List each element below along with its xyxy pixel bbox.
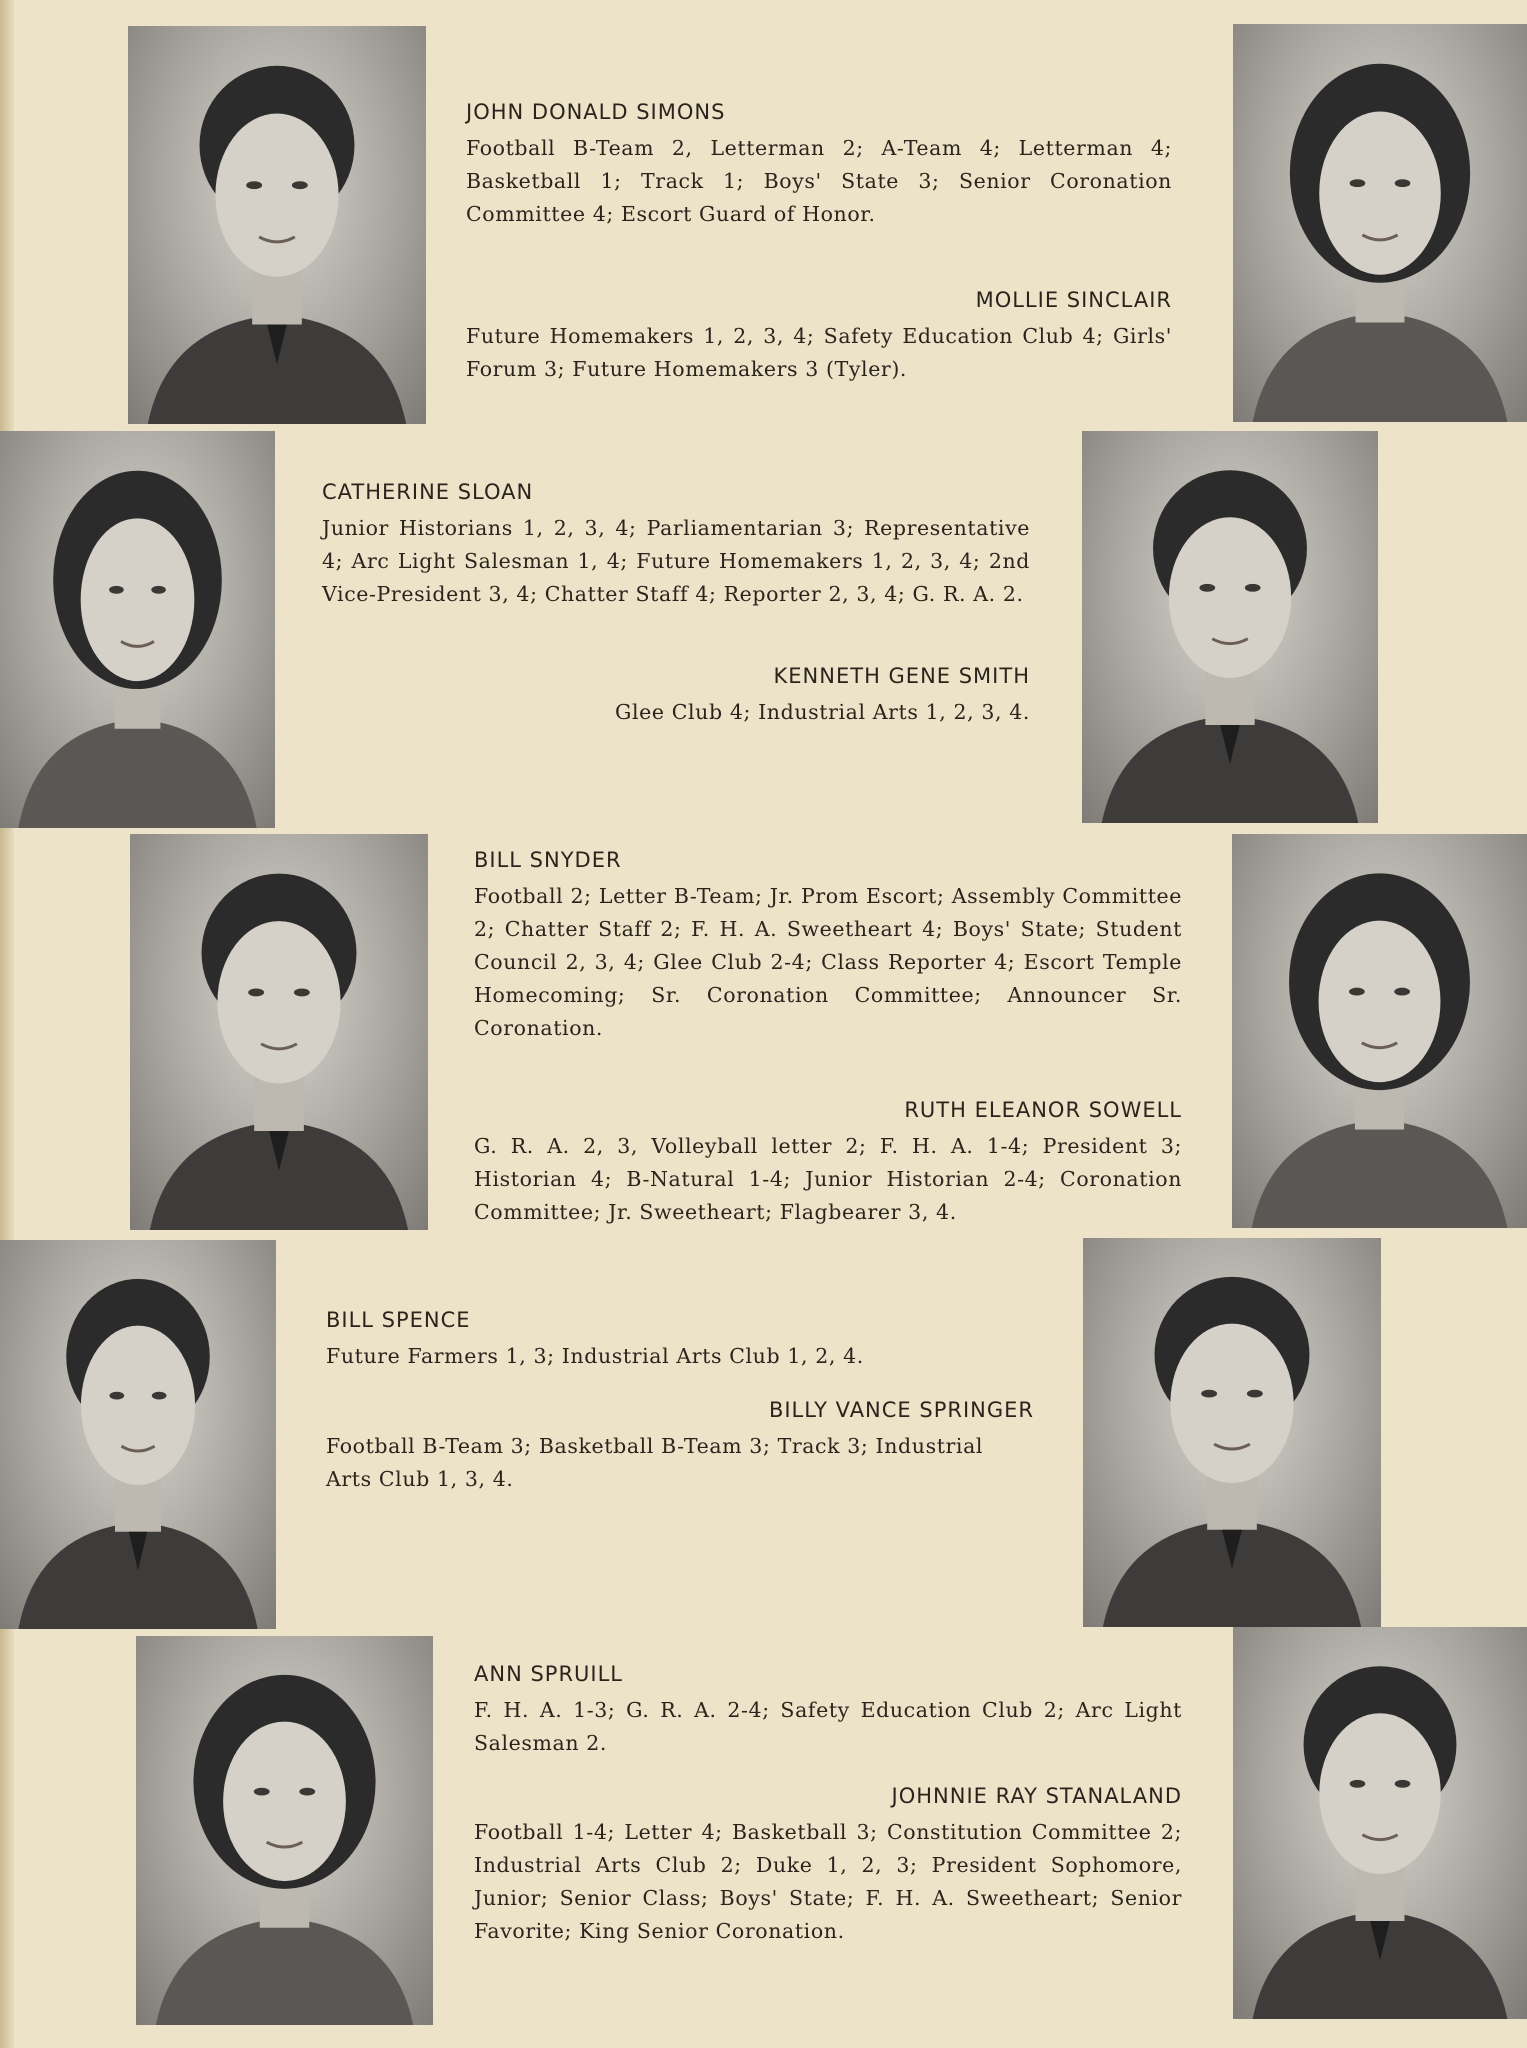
student-activities: Glee Club 4; Industrial Arts 1, 2, 3, 4. — [615, 700, 1030, 724]
right-eye-shape — [299, 1788, 315, 1796]
entry-catherine-sloan — [322, 478, 1030, 611]
right-eye-shape — [152, 1392, 167, 1400]
portrait-silhouette — [1083, 1238, 1381, 1627]
student-name: JOHN DONALD SIMONS — [466, 100, 726, 124]
portrait-silhouette — [1233, 1627, 1527, 2019]
right-eye-shape — [294, 988, 310, 996]
student-activities: G. R. A. 2, 3, Volleyball letter 2; F. H. A. 1-4; President 3; Historian 4; B-Natural 1-4; Junior Historian 2-4; Coronation Committee; Jr. Sweetheart; Flagbearer 3, 4. — [474, 1134, 1182, 1224]
student-activities: Football 1-4; Letter 4; Basketball 3; Constitution Committee 2; Industrial Arts Club 2; Duke 1, 2, 3; President Sophomore, Junior; Senior Class; Boys' State; F. H. A. Sweetheart; Senior Favorite; King Senior Coronation. — [474, 1820, 1182, 1943]
portrait-catherine-sloan — [0, 431, 275, 828]
portrait-bill-snyder — [130, 834, 428, 1230]
portrait-silhouette — [128, 26, 426, 424]
face-shape — [215, 114, 338, 277]
entry-johnnie-ray-stanaland — [474, 1782, 1182, 1948]
student-activities: F. H. A. 1-3; G. R. A. 2-4; Safety Education Club 2; Arc Light Salesman 2. — [474, 1698, 1182, 1755]
portrait-mollie-sinclair — [1233, 24, 1527, 422]
right-eye-shape — [1247, 1390, 1263, 1398]
student-activities: Junior Historians 1, 2, 3, 4; Parliamentarian 3; Representative 4; Arc Light Salesman 1, 4; Future Homemakers 1, 2, 3, 4; 2nd Vice-President 3, 4; Chatter Staff 4; Reporter 2, 3, 4; G. R. A. 2. — [322, 516, 1030, 606]
entry-bill-spence — [326, 1306, 1034, 1373]
student-activities: Football 2; Letter B-Team; Jr. Prom Escort; Assembly Committee 2; Chatter Staff 2; F. H. A. Sweetheart 4; Boys' State; Student Council 2, 3, 4; Glee Club 2-4; Class Reporter 4; Escort Temple Homecoming; Sr. Coronation Committee; Announcer Sr. Coronation. — [474, 884, 1182, 1040]
right-eye-shape — [151, 586, 166, 594]
clothing-shape — [1252, 1120, 1508, 1228]
entry-bill-snyder — [474, 846, 1182, 1045]
right-eye-shape — [1245, 584, 1261, 592]
student-name: JOHNNIE RAY STANALAND — [891, 1784, 1182, 1808]
right-eye-shape — [1395, 1780, 1411, 1788]
student-name: ANN SPRUILL — [474, 1662, 624, 1686]
clothing-shape — [18, 719, 256, 828]
page-binding-edge — [0, 0, 14, 2048]
entry-kenneth-gene-smith — [322, 662, 1030, 729]
portrait-silhouette — [1082, 431, 1378, 823]
face-shape — [81, 1326, 195, 1485]
portrait-bill-spence — [0, 1240, 276, 1629]
student-name: BILL SPENCE — [326, 1308, 471, 1332]
student-activities: Future Farmers 1, 3; Industrial Arts Club 1, 2, 4. — [326, 1344, 864, 1368]
left-eye-shape — [109, 1392, 124, 1400]
portrait-johnnie-ray-stanaland — [1233, 1627, 1527, 2019]
face-shape — [1170, 1324, 1293, 1483]
student-activities: Football B-Team 3; Basketball B-Team 3; Track 3; Industrial Arts Club 1, 3, 4. — [326, 1434, 984, 1491]
right-eye-shape — [1394, 988, 1410, 996]
clothing-shape — [156, 1918, 413, 2025]
face-shape — [223, 1722, 346, 1881]
left-eye-shape — [1349, 988, 1365, 996]
face-shape — [1319, 1713, 1441, 1874]
portrait-ruth-eleanor-sowell — [1232, 834, 1527, 1228]
portrait-silhouette — [1233, 24, 1527, 422]
entry-ruth-eleanor-sowell — [474, 1096, 1182, 1229]
face-shape — [1319, 921, 1441, 1083]
portrait-john-donald-simons — [128, 26, 426, 424]
portrait-kenneth-gene-smith — [1082, 431, 1378, 823]
entry-mollie-sinclair — [466, 286, 1172, 386]
left-eye-shape — [1201, 1390, 1217, 1398]
face-shape — [81, 518, 195, 681]
left-eye-shape — [248, 988, 264, 996]
portrait-silhouette — [136, 1636, 433, 2025]
entry-john-donald-simons — [466, 98, 1172, 231]
student-name: RUTH ELEANOR SOWELL — [904, 1098, 1182, 1122]
clothing-shape — [1253, 313, 1508, 422]
portrait-billy-vance-springer — [1083, 1238, 1381, 1627]
student-name: KENNETH GENE SMITH — [773, 664, 1030, 688]
left-eye-shape — [109, 586, 124, 594]
right-eye-shape — [1395, 179, 1411, 187]
portrait-silhouette — [0, 1240, 276, 1629]
face-shape — [217, 921, 340, 1083]
face-shape — [1169, 517, 1291, 678]
face-shape — [1319, 112, 1441, 275]
left-eye-shape — [1199, 584, 1215, 592]
portrait-silhouette — [1232, 834, 1527, 1228]
student-name: BILL SNYDER — [474, 848, 622, 872]
portrait-ann-spruill — [136, 1636, 433, 2025]
student-name: MOLLIE SINCLAIR — [975, 288, 1172, 312]
portrait-silhouette — [130, 834, 428, 1230]
student-name: BILLY VANCE SPRINGER — [768, 1398, 1034, 1422]
left-eye-shape — [254, 1788, 270, 1796]
left-eye-shape — [1350, 179, 1366, 187]
right-eye-shape — [292, 181, 308, 189]
left-eye-shape — [1350, 1780, 1366, 1788]
entry-ann-spruill — [474, 1660, 1182, 1760]
left-eye-shape — [246, 181, 262, 189]
student-activities: Future Homemakers 1, 2, 3, 4; Safety Education Club 4; Girls' Forum 3; Future Homemakers 3 (Tyler). — [466, 324, 1172, 381]
student-name: CATHERINE SLOAN — [322, 480, 534, 504]
portrait-silhouette — [0, 431, 275, 828]
entry-billy-vance-springer — [326, 1396, 1034, 1496]
student-activities: Football B-Team 2, Letterman 2; A-Team 4; Letterman 4; Basketball 1; Track 1; Boys' State 3; Senior Coronation Committee 4; Escort Guard of Honor. — [466, 136, 1172, 226]
